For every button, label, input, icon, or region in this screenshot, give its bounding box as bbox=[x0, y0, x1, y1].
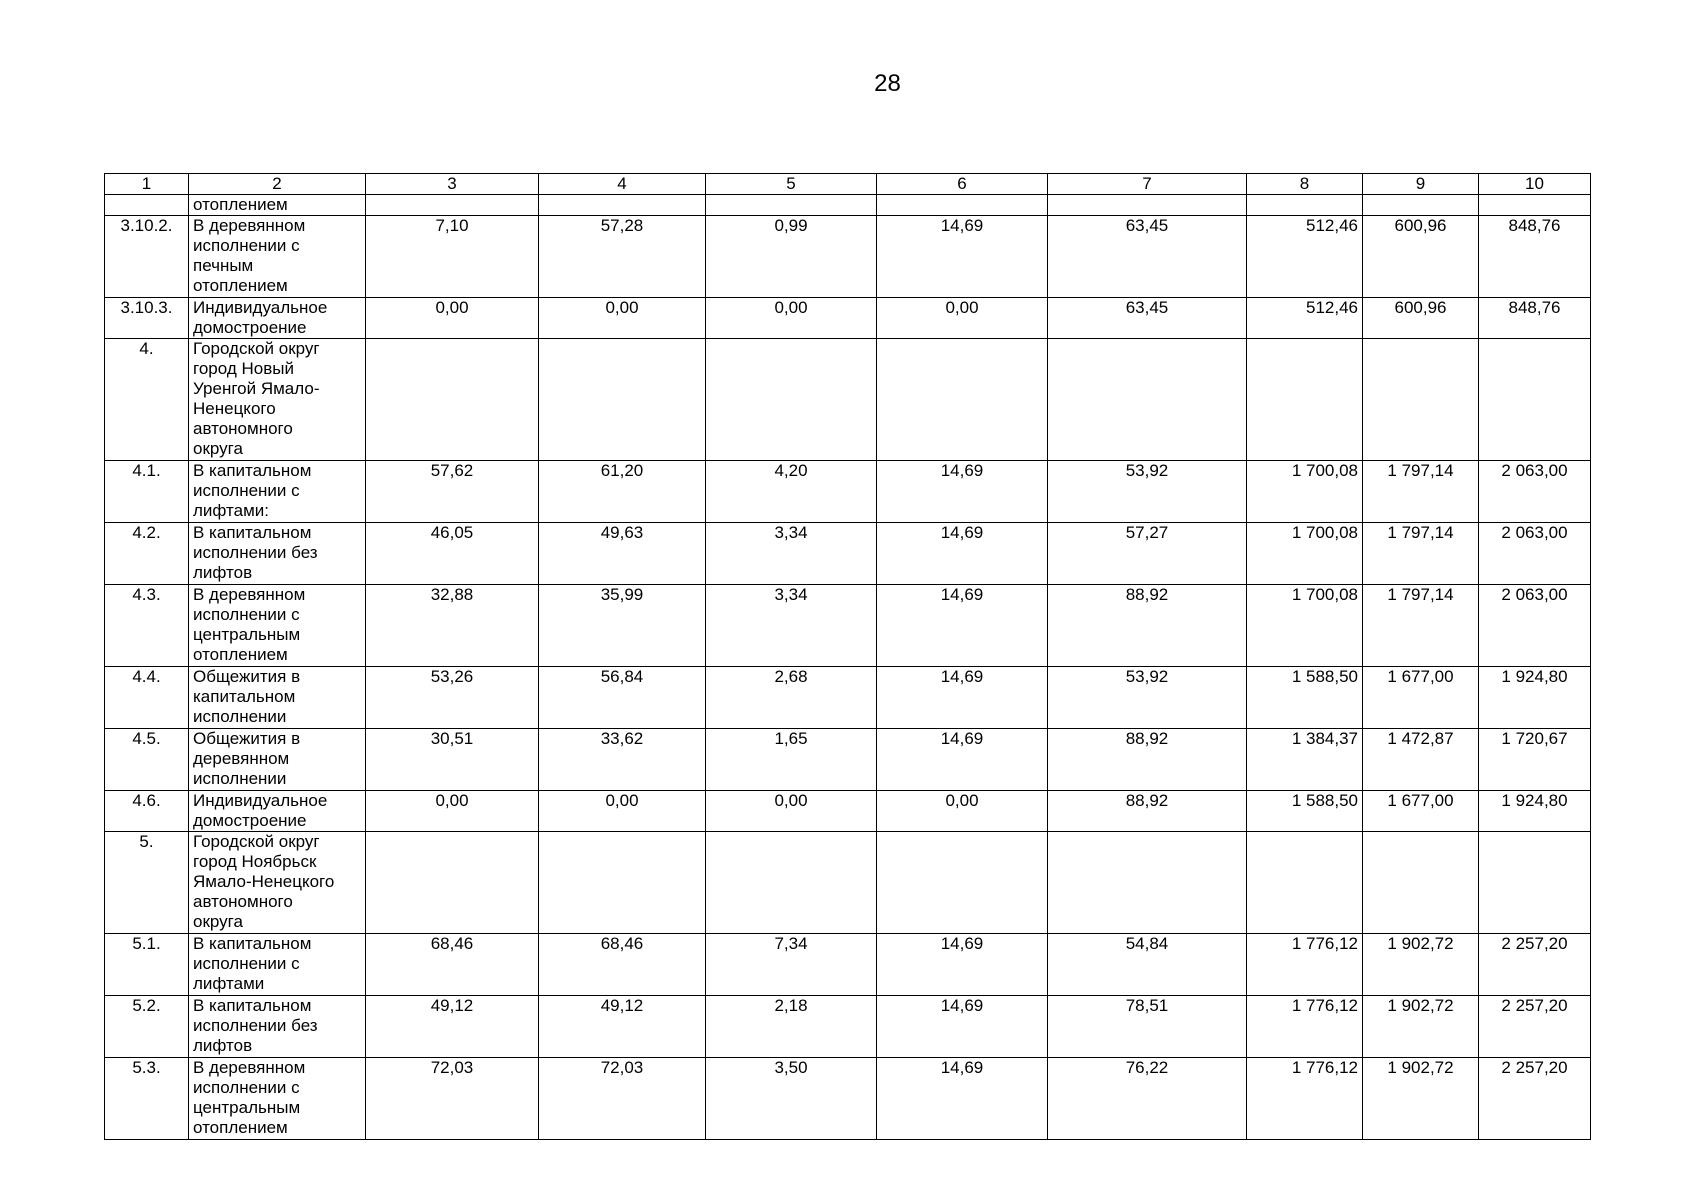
row-number-cell: 4.1. bbox=[105, 461, 189, 523]
row-number-cell bbox=[105, 195, 189, 216]
row-name-cell: отоплением bbox=[189, 195, 366, 216]
value-cell-col-4: 61,20 bbox=[539, 461, 706, 523]
value-cell-col-4 bbox=[539, 832, 706, 934]
value-cell-col-9: 600,96 bbox=[1363, 216, 1479, 298]
value-cell-col-9: 1 902,72 bbox=[1363, 996, 1479, 1058]
value-cell-col-9: 1 902,72 bbox=[1363, 1058, 1479, 1140]
value-cell-col-6: 14,69 bbox=[877, 667, 1048, 729]
row-number-cell: 3.10.3. bbox=[105, 298, 189, 339]
row-name-cell: Городской округ город Новый Уренгой Ямало- Ненецкого автономного округа bbox=[189, 339, 366, 461]
page-number: 28 bbox=[874, 70, 901, 97]
value-cell-col-3: 68,46 bbox=[366, 934, 539, 996]
value-cell-col-8: 1 776,12 bbox=[1247, 996, 1363, 1058]
value-cell-col-4: 0,00 bbox=[539, 791, 706, 832]
value-cell-col-9 bbox=[1363, 339, 1479, 461]
row-number-cell: 5. bbox=[105, 832, 189, 934]
value-cell-col-3: 0,00 bbox=[366, 791, 539, 832]
value-cell-col-4: 68,46 bbox=[539, 934, 706, 996]
value-cell-col-5: 0,99 bbox=[706, 216, 877, 298]
row-name-cell: Общежития в деревянном исполнении bbox=[189, 729, 366, 791]
value-cell-col-8: 1 700,08 bbox=[1247, 461, 1363, 523]
value-cell-col-9: 1 797,14 bbox=[1363, 523, 1479, 585]
value-cell-col-8: 1 384,37 bbox=[1247, 729, 1363, 791]
row-number-cell: 5.2. bbox=[105, 996, 189, 1058]
value-cell-col-6: 14,69 bbox=[877, 585, 1048, 667]
column-header: 7 bbox=[1048, 174, 1247, 195]
value-cell-col-5 bbox=[706, 832, 877, 934]
table-body bbox=[105, 195, 1591, 1140]
value-cell-col-6: 0,00 bbox=[877, 298, 1048, 339]
value-cell-col-7: 54,84 bbox=[1048, 934, 1247, 996]
row-number-cell: 5.1. bbox=[105, 934, 189, 996]
value-cell-col-5: 2,18 bbox=[706, 996, 877, 1058]
row-number-cell: 3.10.2. bbox=[105, 216, 189, 298]
table-row bbox=[105, 996, 1591, 1058]
row-name-cell: В капитальном исполнении без лифтов bbox=[189, 996, 366, 1058]
value-cell-col-8: 1 700,08 bbox=[1247, 523, 1363, 585]
value-cell-col-6: 14,69 bbox=[877, 729, 1048, 791]
value-cell-col-3: 72,03 bbox=[366, 1058, 539, 1140]
value-cell-col-5: 1,65 bbox=[706, 729, 877, 791]
value-cell-col-7: 76,22 bbox=[1048, 1058, 1247, 1140]
value-cell-col-7: 88,92 bbox=[1048, 791, 1247, 832]
value-cell-col-4 bbox=[539, 195, 706, 216]
value-cell-col-10: 1 924,80 bbox=[1479, 667, 1591, 729]
value-cell-col-5: 3,34 bbox=[706, 585, 877, 667]
value-cell-col-9: 1 472,87 bbox=[1363, 729, 1479, 791]
table-row bbox=[105, 934, 1591, 996]
value-cell-col-7 bbox=[1048, 339, 1247, 461]
row-name-cell: Индивидуальное домостроение bbox=[189, 791, 366, 832]
value-cell-col-5: 7,34 bbox=[706, 934, 877, 996]
table-row bbox=[105, 298, 1591, 339]
table-row bbox=[105, 1058, 1591, 1140]
value-cell-col-10: 1 720,67 bbox=[1479, 729, 1591, 791]
value-cell-col-10: 2 063,00 bbox=[1479, 523, 1591, 585]
value-cell-col-9: 1 902,72 bbox=[1363, 934, 1479, 996]
value-cell-col-10: 2 063,00 bbox=[1479, 585, 1591, 667]
value-cell-col-4: 57,28 bbox=[539, 216, 706, 298]
value-cell-col-6: 14,69 bbox=[877, 1058, 1048, 1140]
row-name-cell: В капитальном исполнении без лифтов bbox=[189, 523, 366, 585]
value-cell-col-5: 3,50 bbox=[706, 1058, 877, 1140]
value-cell-col-6 bbox=[877, 195, 1048, 216]
table-row bbox=[105, 729, 1591, 791]
value-cell-col-10 bbox=[1479, 832, 1591, 934]
value-cell-col-10: 2 257,20 bbox=[1479, 1058, 1591, 1140]
column-header: 1 bbox=[105, 174, 189, 195]
row-name-cell: Общежития в капитальном исполнении bbox=[189, 667, 366, 729]
value-cell-col-4: 35,99 bbox=[539, 585, 706, 667]
table-row bbox=[105, 216, 1591, 298]
table-row bbox=[105, 667, 1591, 729]
value-cell-col-5: 3,34 bbox=[706, 523, 877, 585]
value-cell-col-9: 600,96 bbox=[1363, 298, 1479, 339]
row-name-cell: В деревянном исполнении с центральным отоплением bbox=[189, 585, 366, 667]
value-cell-col-7: 88,92 bbox=[1048, 585, 1247, 667]
row-number-cell: 4.3. bbox=[105, 585, 189, 667]
value-cell-col-5: 0,00 bbox=[706, 791, 877, 832]
value-cell-col-5 bbox=[706, 195, 877, 216]
column-header: 3 bbox=[366, 174, 539, 195]
value-cell-col-3: 46,05 bbox=[366, 523, 539, 585]
value-cell-col-4: 49,63 bbox=[539, 523, 706, 585]
value-cell-col-3 bbox=[366, 832, 539, 934]
value-cell-col-10: 848,76 bbox=[1479, 298, 1591, 339]
value-cell-col-5: 4,20 bbox=[706, 461, 877, 523]
value-cell-col-10: 1 924,80 bbox=[1479, 791, 1591, 832]
value-cell-col-9: 1 797,14 bbox=[1363, 461, 1479, 523]
value-cell-col-7: 63,45 bbox=[1048, 298, 1247, 339]
row-name-cell: В капитальном исполнении с лифтами: bbox=[189, 461, 366, 523]
table-row bbox=[105, 195, 1591, 216]
column-header: 4 bbox=[539, 174, 706, 195]
value-cell-col-7 bbox=[1048, 195, 1247, 216]
row-number-cell: 4. bbox=[105, 339, 189, 461]
value-cell-col-3: 7,10 bbox=[366, 216, 539, 298]
value-cell-col-7: 78,51 bbox=[1048, 996, 1247, 1058]
value-cell-col-7: 88,92 bbox=[1048, 729, 1247, 791]
value-cell-col-9 bbox=[1363, 832, 1479, 934]
value-cell-col-3: 53,26 bbox=[366, 667, 539, 729]
table-row bbox=[105, 585, 1591, 667]
table-row bbox=[105, 339, 1591, 461]
row-number-cell: 4.5. bbox=[105, 729, 189, 791]
value-cell-col-7: 63,45 bbox=[1048, 216, 1247, 298]
value-cell-col-8: 512,46 bbox=[1247, 216, 1363, 298]
value-cell-col-3: 57,62 bbox=[366, 461, 539, 523]
row-number-cell: 4.6. bbox=[105, 791, 189, 832]
table-row bbox=[105, 523, 1591, 585]
value-cell-col-7: 57,27 bbox=[1048, 523, 1247, 585]
value-cell-col-9: 1 677,00 bbox=[1363, 791, 1479, 832]
value-cell-col-8: 1 776,12 bbox=[1247, 934, 1363, 996]
value-cell-col-8: 1 700,08 bbox=[1247, 585, 1363, 667]
value-cell-col-7 bbox=[1048, 832, 1247, 934]
value-cell-col-6: 14,69 bbox=[877, 461, 1048, 523]
value-cell-col-3: 49,12 bbox=[366, 996, 539, 1058]
row-name-cell: В деревянном исполнении с печным отоплением bbox=[189, 216, 366, 298]
value-cell-col-8: 1 588,50 bbox=[1247, 791, 1363, 832]
row-number-cell: 4.2. bbox=[105, 523, 189, 585]
column-header: 6 bbox=[877, 174, 1048, 195]
row-name-cell: В деревянном исполнении с центральным отоплением bbox=[189, 1058, 366, 1140]
value-cell-col-5 bbox=[706, 339, 877, 461]
row-name-cell: Городской округ город Ноябрьск Ямало-Ненецкого автономного округа bbox=[189, 832, 366, 934]
value-cell-col-10 bbox=[1479, 339, 1591, 461]
value-cell-col-7: 53,92 bbox=[1048, 667, 1247, 729]
value-cell-col-10: 2 257,20 bbox=[1479, 934, 1591, 996]
value-cell-col-8: 1 588,50 bbox=[1247, 667, 1363, 729]
value-cell-col-5: 0,00 bbox=[706, 298, 877, 339]
value-cell-col-4 bbox=[539, 339, 706, 461]
value-cell-col-4: 33,62 bbox=[539, 729, 706, 791]
value-cell-col-6 bbox=[877, 339, 1048, 461]
value-cell-col-6: 14,69 bbox=[877, 996, 1048, 1058]
value-cell-col-8: 512,46 bbox=[1247, 298, 1363, 339]
value-cell-col-5: 2,68 bbox=[706, 667, 877, 729]
row-number-cell: 5.3. bbox=[105, 1058, 189, 1140]
value-cell-col-9: 1 797,14 bbox=[1363, 585, 1479, 667]
value-cell-col-10: 2 063,00 bbox=[1479, 461, 1591, 523]
value-cell-col-9 bbox=[1363, 195, 1479, 216]
value-cell-col-3: 0,00 bbox=[366, 298, 539, 339]
value-cell-col-6: 14,69 bbox=[877, 523, 1048, 585]
value-cell-col-3: 32,88 bbox=[366, 585, 539, 667]
value-cell-col-3: 30,51 bbox=[366, 729, 539, 791]
value-cell-col-4: 72,03 bbox=[539, 1058, 706, 1140]
table-row bbox=[105, 461, 1591, 523]
column-header: 2 bbox=[189, 174, 366, 195]
value-cell-col-7: 53,92 bbox=[1048, 461, 1247, 523]
value-cell-col-8 bbox=[1247, 195, 1363, 216]
column-header: 9 bbox=[1363, 174, 1479, 195]
value-cell-col-4: 49,12 bbox=[539, 996, 706, 1058]
table-header-row bbox=[105, 174, 1591, 195]
value-cell-col-6: 14,69 bbox=[877, 934, 1048, 996]
value-cell-col-3 bbox=[366, 339, 539, 461]
row-name-cell: Индивидуальное домостроение bbox=[189, 298, 366, 339]
row-number-cell: 4.4. bbox=[105, 667, 189, 729]
column-header: 8 bbox=[1247, 174, 1363, 195]
table-row bbox=[105, 791, 1591, 832]
value-cell-col-10: 2 257,20 bbox=[1479, 996, 1591, 1058]
value-cell-col-4: 56,84 bbox=[539, 667, 706, 729]
value-cell-col-4: 0,00 bbox=[539, 298, 706, 339]
value-cell-col-8: 1 776,12 bbox=[1247, 1058, 1363, 1140]
table-row bbox=[105, 832, 1591, 934]
value-cell-col-6: 14,69 bbox=[877, 216, 1048, 298]
value-cell-col-6: 0,00 bbox=[877, 791, 1048, 832]
value-cell-col-6 bbox=[877, 832, 1048, 934]
value-cell-col-10 bbox=[1479, 195, 1591, 216]
row-name-cell: В капитальном исполнении с лифтами bbox=[189, 934, 366, 996]
tariff-table bbox=[104, 173, 1591, 1140]
value-cell-col-8 bbox=[1247, 339, 1363, 461]
column-header: 10 bbox=[1479, 174, 1591, 195]
value-cell-col-3 bbox=[366, 195, 539, 216]
value-cell-col-10: 848,76 bbox=[1479, 216, 1591, 298]
value-cell-col-9: 1 677,00 bbox=[1363, 667, 1479, 729]
value-cell-col-8 bbox=[1247, 832, 1363, 934]
column-header: 5 bbox=[706, 174, 877, 195]
